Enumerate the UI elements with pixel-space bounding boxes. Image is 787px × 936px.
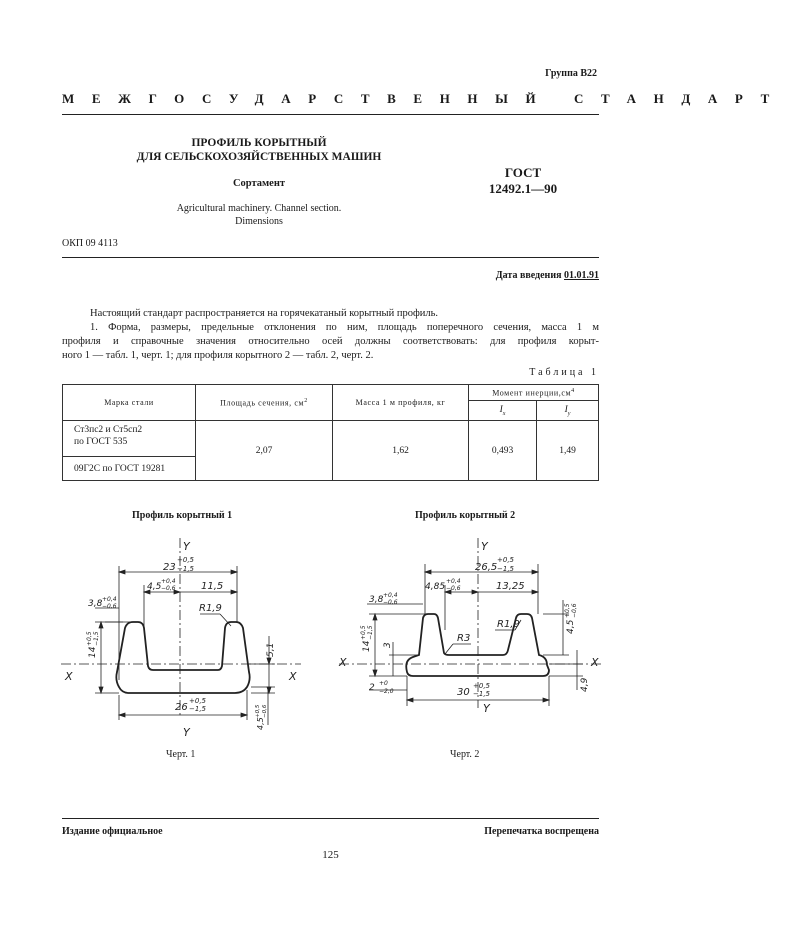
header-ix: $I_x$ (469, 401, 537, 421)
paragraph-2-line-1: 1. Форма, размеры, предельные отклонения по ним, площадь поперечного сечения, масса 1 м (90, 322, 599, 333)
fig2-dim-bottom-tol-up: +0,5 (473, 682, 490, 690)
fig2-dim-right: 13,25 (496, 581, 525, 592)
fig1-dim-wall-tol-up: +0,4 (102, 596, 117, 603)
fig2-dim-cy: 4,9 (580, 677, 590, 692)
fig2-dim-r3: R3 (457, 633, 471, 644)
fig1-dim-top-tol-dn: −1,5 (177, 565, 194, 573)
gost-code: 12492.1—90 (488, 181, 558, 196)
fig2-dim-radius: R1,9 (497, 619, 520, 630)
header-moment: Момент $инерции,см^4$ (469, 385, 599, 401)
figure-1-caption: Черт. 1 (166, 749, 196, 760)
figure-1-title: Профиль корытный 1 (132, 510, 233, 521)
fig2-dim-right-h-tol-up: +0,5 (564, 603, 571, 618)
fig2-dim-inner-tol-up: +0,4 (446, 578, 461, 585)
fig2-dim-wall-tol-dn: −0,6 (383, 599, 398, 606)
fig2-dim-height-tol-dn: −1,5 (367, 625, 374, 640)
cell-mass: 1,62 (333, 421, 469, 481)
fig1-dim-top: 23 (163, 562, 176, 573)
fig2-dim-bottom: 30 (457, 687, 470, 698)
page-number: 125 (322, 849, 339, 861)
english-title-line-1: Agricultural machinery. Channel section. (176, 203, 342, 214)
fig1-x-label-left: X (65, 670, 73, 683)
cell-ix: 0,493 (469, 421, 537, 481)
fig1-dim-inner-tol-up: +0,4 (161, 578, 176, 585)
okp-rule (62, 257, 599, 258)
interstate-standard-heading: МЕЖГОСУДАРСТВЕННЫЙ СТАНДАРТ (62, 91, 787, 106)
fig1-dim-height-tol-up: +0,5 (86, 631, 93, 646)
cell-steel-2: 09Г2С по ГОСТ 19281 (63, 457, 196, 481)
fig1-dim-base-tol-dn: −0,6 (262, 704, 268, 718)
fig1-dim-top-tol-up: +0,5 (177, 556, 194, 564)
fig1-dim-bottom-tol-dn: −1,5 (189, 705, 206, 713)
fig2-dim-step: 3 (383, 642, 393, 648)
okp-code: ОКП 09 4113 (62, 238, 118, 249)
document-title (90, 136, 428, 164)
fig2-dim-height-tol-up: +0,5 (360, 625, 367, 640)
fig1-dim-bottom-tol-up: +0,5 (189, 697, 206, 705)
gost-label: ГОСТ (504, 165, 542, 180)
table-label: Таблица 1 (529, 367, 599, 378)
fig2-dim-inner: 4,85 (425, 582, 446, 592)
fig2-x-label-left: X (339, 656, 347, 669)
fig2-dim-top: 26,5 (475, 562, 498, 573)
fig2-x-label-right: X (591, 656, 599, 669)
data-table (62, 384, 599, 481)
fig1-dim-wall-tol-dn: −0,6 (102, 603, 117, 610)
fig1-dim-cy: 5,1 (266, 642, 276, 657)
english-title (90, 202, 428, 228)
english-title-line-2: Dimensions (235, 216, 283, 227)
fig1-dim-inner-tol-dn: −0,6 (161, 585, 176, 592)
fig1-dim-height-tol-dn: −1,5 (93, 631, 100, 646)
fig1-dim-bottom: 26 (175, 702, 188, 713)
fig2-y-label-bottom: Y (483, 702, 490, 715)
header-iy: $I_y$ (537, 401, 599, 421)
figure-2-title: Профиль корытный 2 (415, 510, 516, 521)
document-subtitle: Сортамент (232, 178, 286, 189)
introduction-date-value: 01.01.91 (564, 270, 599, 281)
fig2-dim-right-h-tol-dn: −0,6 (571, 603, 578, 618)
steel-1-line-2: по ГОСТ 535 (74, 437, 128, 447)
fig1-x-label-right: X (289, 670, 297, 683)
fig2-dim-right-h: 4,5 (566, 619, 576, 634)
header-rule (62, 114, 599, 115)
fig1-y-label-top: Y (183, 540, 190, 553)
paragraph-2-line-2: профиля и справочные значения относительно осей должны соответствовать: для профиля корыт- (62, 336, 599, 347)
footer-reprint-prohibited: Перепечатка воспрещена (484, 826, 599, 837)
fig1-dim-wall: 3,8 (88, 599, 103, 609)
fig1-dim-height: 14 (88, 646, 98, 658)
introduction-date-label: Дата введения (495, 270, 562, 281)
cell-steel-1 (63, 421, 196, 457)
group-code: Группа В22 (545, 68, 597, 79)
fig2-dim-inner-tol-dn: −0,6 (446, 585, 461, 592)
header-steel: Марка стали (63, 385, 196, 421)
title-line-1: ПРОФИЛЬ КОРЫТНЫЙ (191, 137, 327, 149)
fig1-profile-outline (116, 622, 249, 693)
fig2-dim-top-tol-up: +0,5 (497, 556, 514, 564)
fig2-dim-bottom-tol-dn: −1,5 (473, 690, 490, 698)
gost-number (468, 165, 578, 197)
fig1-dim-inner: 4,5 (147, 582, 162, 592)
fig1-dim-base: 4,5 (256, 717, 265, 730)
fig1-dim-right: 11,5 (201, 581, 224, 592)
paragraph-1: Настоящий стандарт распространяется на горячекатаный корытный профиль. (90, 308, 439, 319)
title-line-2: ДЛЯ СЕЛЬСКОХОЗЯЙСТВЕННЫХ МАШИН (136, 151, 382, 163)
introduction-date (496, 270, 599, 281)
fig2-y-label-top: Y (481, 540, 488, 553)
fig1-dim-base-tol-up: +0,5 (255, 704, 261, 718)
fig2-dim-wall: 3,8 (369, 595, 384, 605)
fig1-dim-radius: R1,9 (199, 603, 222, 614)
cell-area: 2,07 (196, 421, 333, 481)
fig1-y-label-bottom: Y (183, 726, 190, 739)
figure-2-caption: Черт. 2 (450, 749, 480, 760)
figure-2-drawing (333, 530, 608, 745)
header-area: Площадь сечения, $см^2$ (196, 385, 333, 421)
fig2-dim-height: 14 (362, 640, 372, 652)
steel-1-line-1: Ст3пс2 и Ст5сп2 (74, 425, 143, 435)
cell-iy: 1,49 (537, 421, 599, 481)
fig2-dim-foot-tol-dn: −2,0 (379, 688, 394, 695)
figure-1-drawing (55, 530, 315, 745)
footer-official-edition: Издание официальное (62, 826, 163, 837)
fig2-dim-foot-tol-up: +0 (379, 680, 388, 687)
header-mass: Масса 1 м профиля, кг (333, 385, 469, 421)
footer-rule (62, 818, 599, 819)
fig2-dim-top-tol-dn: −1,5 (497, 565, 514, 573)
fig2-dim-wall-tol-up: +0,4 (383, 592, 398, 599)
fig2-dim-foot: 2 (369, 683, 375, 693)
paragraph-2-line-3: ного 1 — табл. 1, черт. 1; для профиля корытного 2 — табл. 2, черт. 2. (62, 350, 374, 361)
